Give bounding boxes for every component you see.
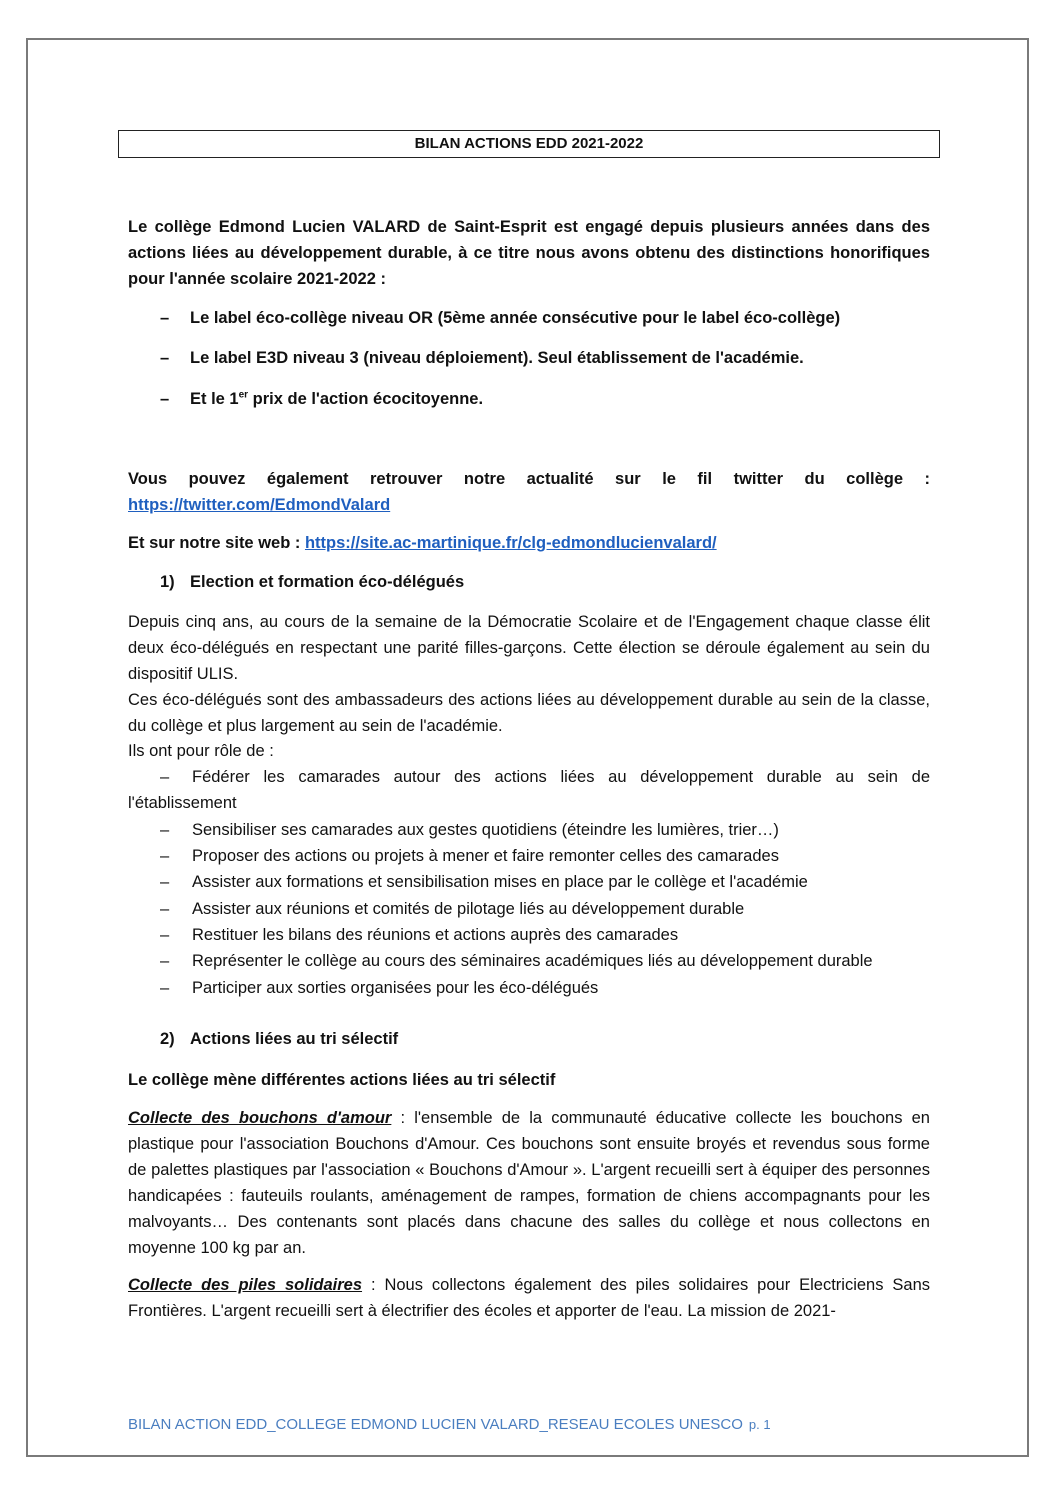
dash-bullet: – xyxy=(160,926,170,944)
role-text: Proposer des actions ou projets à mener et faire remonter celles des camarades xyxy=(192,847,779,865)
website-link[interactable]: https://site.ac-martinique.fr/clg-edmondlucienvalard/ xyxy=(304,534,717,552)
dash-bullet: – xyxy=(160,900,170,918)
paragraph: Depuis cinq ans, au cours de la semaine de la Démocratie Scolaire et de l'Engagement chaque classe élit deux éco-délégués en respectant une parité filles-garçons. Cette élection se déroule également au sein du dispositif ULIS. xyxy=(128,613,930,683)
dash-bullet: – xyxy=(160,873,170,891)
role-text: Assister aux réunions et comités de pilotage liés au développement durable xyxy=(192,900,745,918)
paragraph: Ces éco-délégués sont des ambassadeurs des actions liées au développement durable au sein de la classe, du collège et plus largement au sein de l'académie. xyxy=(128,691,930,735)
page-number: p. 1 xyxy=(748,1417,771,1432)
role-item-continued: l'établissement xyxy=(128,794,237,812)
dash-bullet: – xyxy=(160,309,170,327)
piles-paragraph: Collecte des piles solidaires : Nous collectons également des piles solidaires pour Electriciens Sans Frontières. L'argent recueilli sert à électrifier des écoles et apporter de l'eau. La mission de 2021- xyxy=(128,1276,930,1320)
distinction-text: Le label éco-collège niveau OR (5ème année consécutive pour le label éco-collège) xyxy=(190,309,841,327)
dash-bullet: – xyxy=(160,979,170,997)
dash-bullet: – xyxy=(160,768,170,786)
piles-label: Collecte des piles solidaires xyxy=(128,1276,363,1294)
twitter-link[interactable]: https://twitter.com/EdmondValard xyxy=(128,496,391,514)
dash-bullet: – xyxy=(160,847,170,865)
page-footer xyxy=(128,1416,771,1433)
footer-text: BILAN ACTION EDD_COLLEGE EDMOND LUCIEN VALARD_RESEAU ECOLES UNESCO xyxy=(128,1416,743,1433)
role-text: Représenter le collège au cours des séminaires académiques liés au développement durable xyxy=(192,952,873,970)
twitter-text: Vous pouvez également retrouver notre actualité sur le fil twitter du collège : xyxy=(128,470,930,488)
document-title: BILAN ACTIONS EDD 2021-2022 xyxy=(118,130,940,158)
bouchons-label: Collecte des bouchons d'amour xyxy=(128,1109,392,1127)
dash-bullet: – xyxy=(160,952,170,970)
website-label: Et sur notre site web : xyxy=(128,534,305,552)
role-text: Participer aux sorties organisées pour les éco-délégués xyxy=(192,979,599,997)
role-text: Fédérer les camarades autour des actions liées au développement durable au sein de xyxy=(192,768,930,786)
dash-bullet: – xyxy=(160,390,170,408)
bouchons-paragraph: Collecte des bouchons d'amour : l'ensemble de la communauté éducative collecte les bouchons en plastique pour l'association Bouchons d'Amour. Ces bouchons sont ensuite broyés et revendus sous forme de palettes plastiques par l'association « Bouchons d'Amour ». L'argent recueilli sert à équiper des personnes handicapées : fauteuils roulants, aménagement de rampes, formation de chiens accompagnants pour les malvoyants… Des contenants sont placés dans chacune des salles du collège et nous collectons en moyenne 100 kg par an. xyxy=(128,1109,930,1257)
section-heading: 2) Actions liées au tri sélectif xyxy=(160,1030,399,1048)
role-text: Restituer les bilans des réunions et actions auprès des camarades xyxy=(192,926,679,944)
website-line xyxy=(128,530,930,556)
paragraph: Ils ont pour rôle de : xyxy=(128,742,274,760)
dash-bullet: – xyxy=(160,349,170,367)
distinction-text: Le label E3D niveau 3 (niveau déploiement). Seul établissement de l'académie. xyxy=(190,349,804,367)
intro-paragraph: Le collège Edmond Lucien VALARD de Saint-Esprit est engagé depuis plusieurs années dans des actions liées au développement durable, à ce titre nous avons obtenu des distinctions honorifiques pour l'année scolaire 2021-2022 : xyxy=(128,218,930,288)
role-text: Sensibiliser ses camarades aux gestes quotidiens (éteindre les lumières, trier…) xyxy=(192,821,779,839)
dash-bullet: – xyxy=(160,821,170,839)
section-heading: 1) Election et formation éco-délégués xyxy=(160,573,465,591)
distinction-text: Et le 1er prix de l'action écocitoyenne. xyxy=(190,389,484,408)
section-lead: Le collège mène différentes actions liées au tri sélectif xyxy=(128,1071,556,1089)
role-text: Assister aux formations et sensibilisation mises en place par le collège et l'académie xyxy=(192,873,808,891)
